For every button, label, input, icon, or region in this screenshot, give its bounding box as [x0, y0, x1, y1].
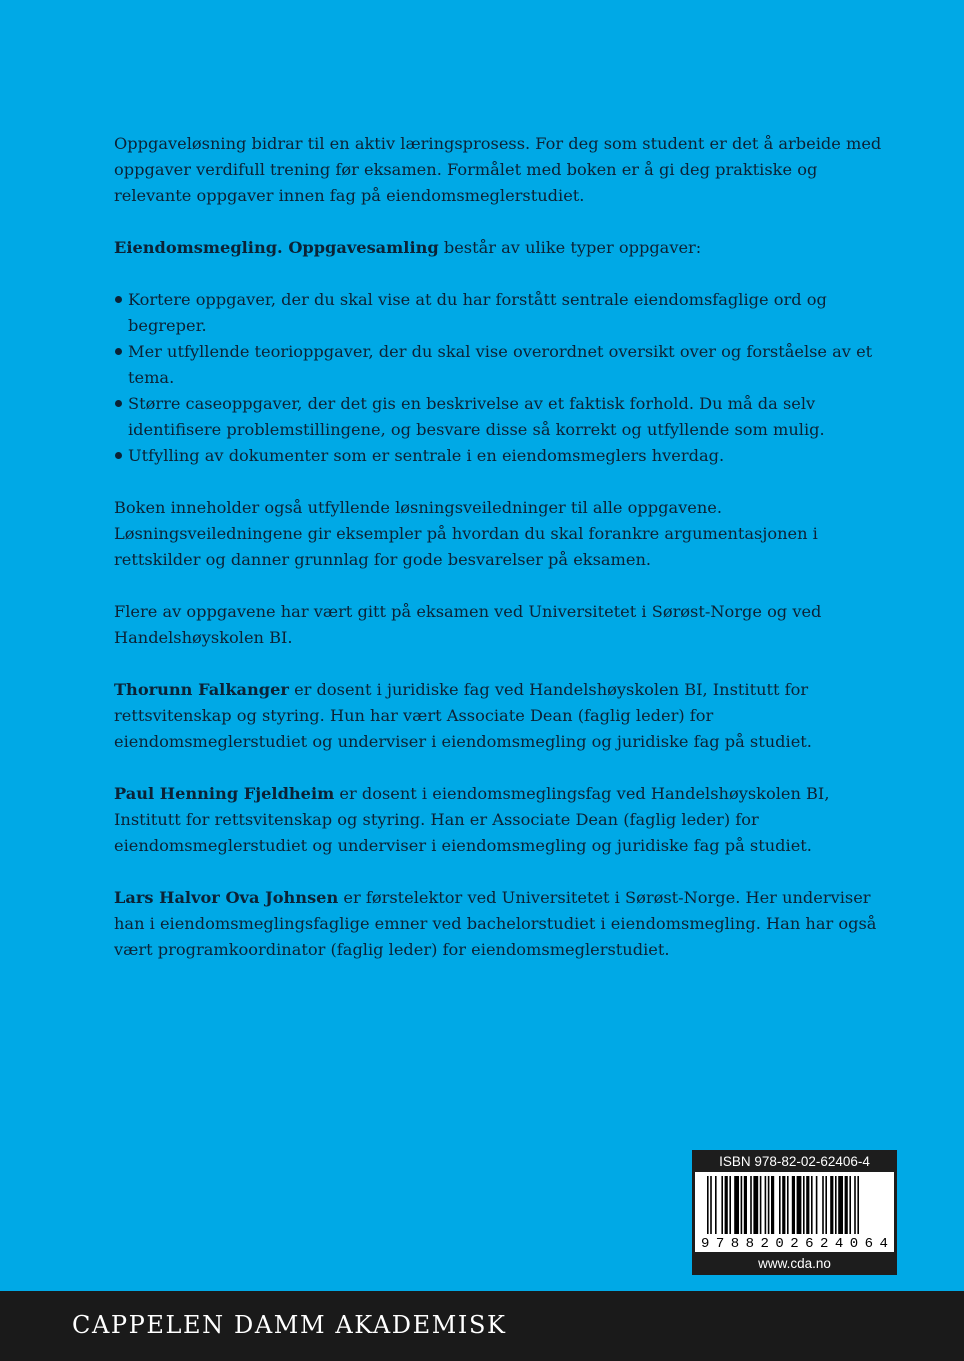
author-name: Lars Halvor Ova Johnsen	[114, 888, 339, 907]
task-types-list	[114, 287, 894, 469]
author-name: Thorunn Falkanger	[114, 680, 289, 699]
barcode-digits	[701, 1237, 888, 1251]
barcode	[695, 1172, 894, 1252]
publisher-logo: CAPPELEN DAMM AKADEMISK	[72, 1311, 507, 1339]
barcode-digit: 0	[775, 1236, 784, 1252]
publisher-footer	[0, 1291, 964, 1361]
barcode-digit: 2	[820, 1236, 829, 1252]
list-item: Kortere oppgaver, der du skal vise at du har forstått sentrale eiendomsfaglige ord og begreper.	[114, 287, 894, 339]
barcode-digit: 7	[715, 1236, 725, 1252]
book-title: Eiendomsmegling. Oppgavesamling	[114, 238, 439, 257]
list-item: Mer utfyllende teorioppgaver, der du skal vise overordnet oversikt over og forståelse av et tema.	[114, 339, 894, 391]
author-bio	[114, 677, 894, 755]
intro-paragraph: Oppgaveløsning bidrar til en aktiv læringsprosess. For deg som student er det å arbeide med oppgaver verdifull trening før eksamen. Formålet med boken er å gi deg praktiske og relevante oppgaver innen fag på eiendomsmeglerstudiet.	[114, 134, 882, 205]
author-bio	[114, 885, 894, 963]
author-bio	[114, 781, 894, 859]
exams-paragraph: Flere av oppgavene har vært gitt på eksamen ved Universitetet i Sørøst-Norge og ved Handelshøyskolen BI.	[114, 602, 822, 647]
barcode-digit: 0	[849, 1236, 859, 1252]
barcode-digit: 2	[790, 1236, 799, 1252]
bullet-icon	[115, 400, 122, 407]
list-item: Større caseoppgaver, der det gis en beskrivelse av et faktisk forhold. Du må da selv identifisere problemstillingene, og besvare disse så korrekt og utfyllende som mulig.	[114, 391, 894, 443]
list-item: Utfylling av dokumenter som er sentrale i en eiendomsmeglers hverdag.	[114, 443, 894, 469]
barcode-digit: 6	[864, 1236, 874, 1252]
barcode-digit: 8	[745, 1236, 755, 1252]
bullet-icon	[115, 452, 122, 459]
barcode-digit: 8	[730, 1236, 740, 1252]
author-description: er førstelektor ved Universitetet i Sørøst-Norge. Her underviser han i eiendomsmeglingsfaglige emner ved bachelorstudiet i eiendomsmegling. Han har også vært programkoordinator (faglig leder) for eiendomsmeglerstudiet.	[114, 888, 877, 959]
barcode-digit: 2	[760, 1236, 769, 1252]
bullet-icon	[115, 348, 122, 355]
barcode-digit: 4	[834, 1236, 844, 1252]
isbn-label: ISBN 978-82-02-62406-4	[719, 1154, 870, 1169]
task-types-intro	[114, 235, 894, 261]
barcode-digit: 9	[701, 1236, 710, 1252]
barcode-digit: 6	[805, 1236, 814, 1252]
website-label: www.cda.no	[758, 1256, 831, 1271]
author-description: er dosent i eiendomsmeglingsfag ved Handelshøyskolen BI, Institutt for rettsvitenskap og styring. Han er Associate Dean (faglig leder) for eiendomsmeglerstudiet og underviser i eiendomsmegling og juridiske fag på studiet.	[114, 784, 830, 855]
isbn-barcode-panel	[692, 1150, 897, 1275]
barcode-bars	[707, 1176, 882, 1234]
author-description: er dosent i juridiske fag ved Handelshøyskolen BI, Institutt for rettsvitenskap og styring. Hun har vært Associate Dean (faglig leder) for eiendomsmeglerstudiet og underviser i eiendomsmegling og juridiske fag på studiet.	[114, 680, 812, 751]
task-types-text: består av ulike typer oppgaver:	[438, 238, 702, 257]
solutions-paragraph: Boken inneholder også utfyllende løsningsveiledninger til alle oppgavene. Løsningsveiledningene gir eksempler på hvordan du skal forankre argumentasjonen i rettskilder og danner grunnlag for gode besvarelser på eksamen.	[114, 498, 818, 569]
back-cover-text	[114, 131, 894, 989]
bullet-icon	[115, 296, 122, 303]
author-name: Paul Henning Fjeldheim	[114, 784, 335, 803]
barcode-digit: 4	[879, 1236, 888, 1252]
